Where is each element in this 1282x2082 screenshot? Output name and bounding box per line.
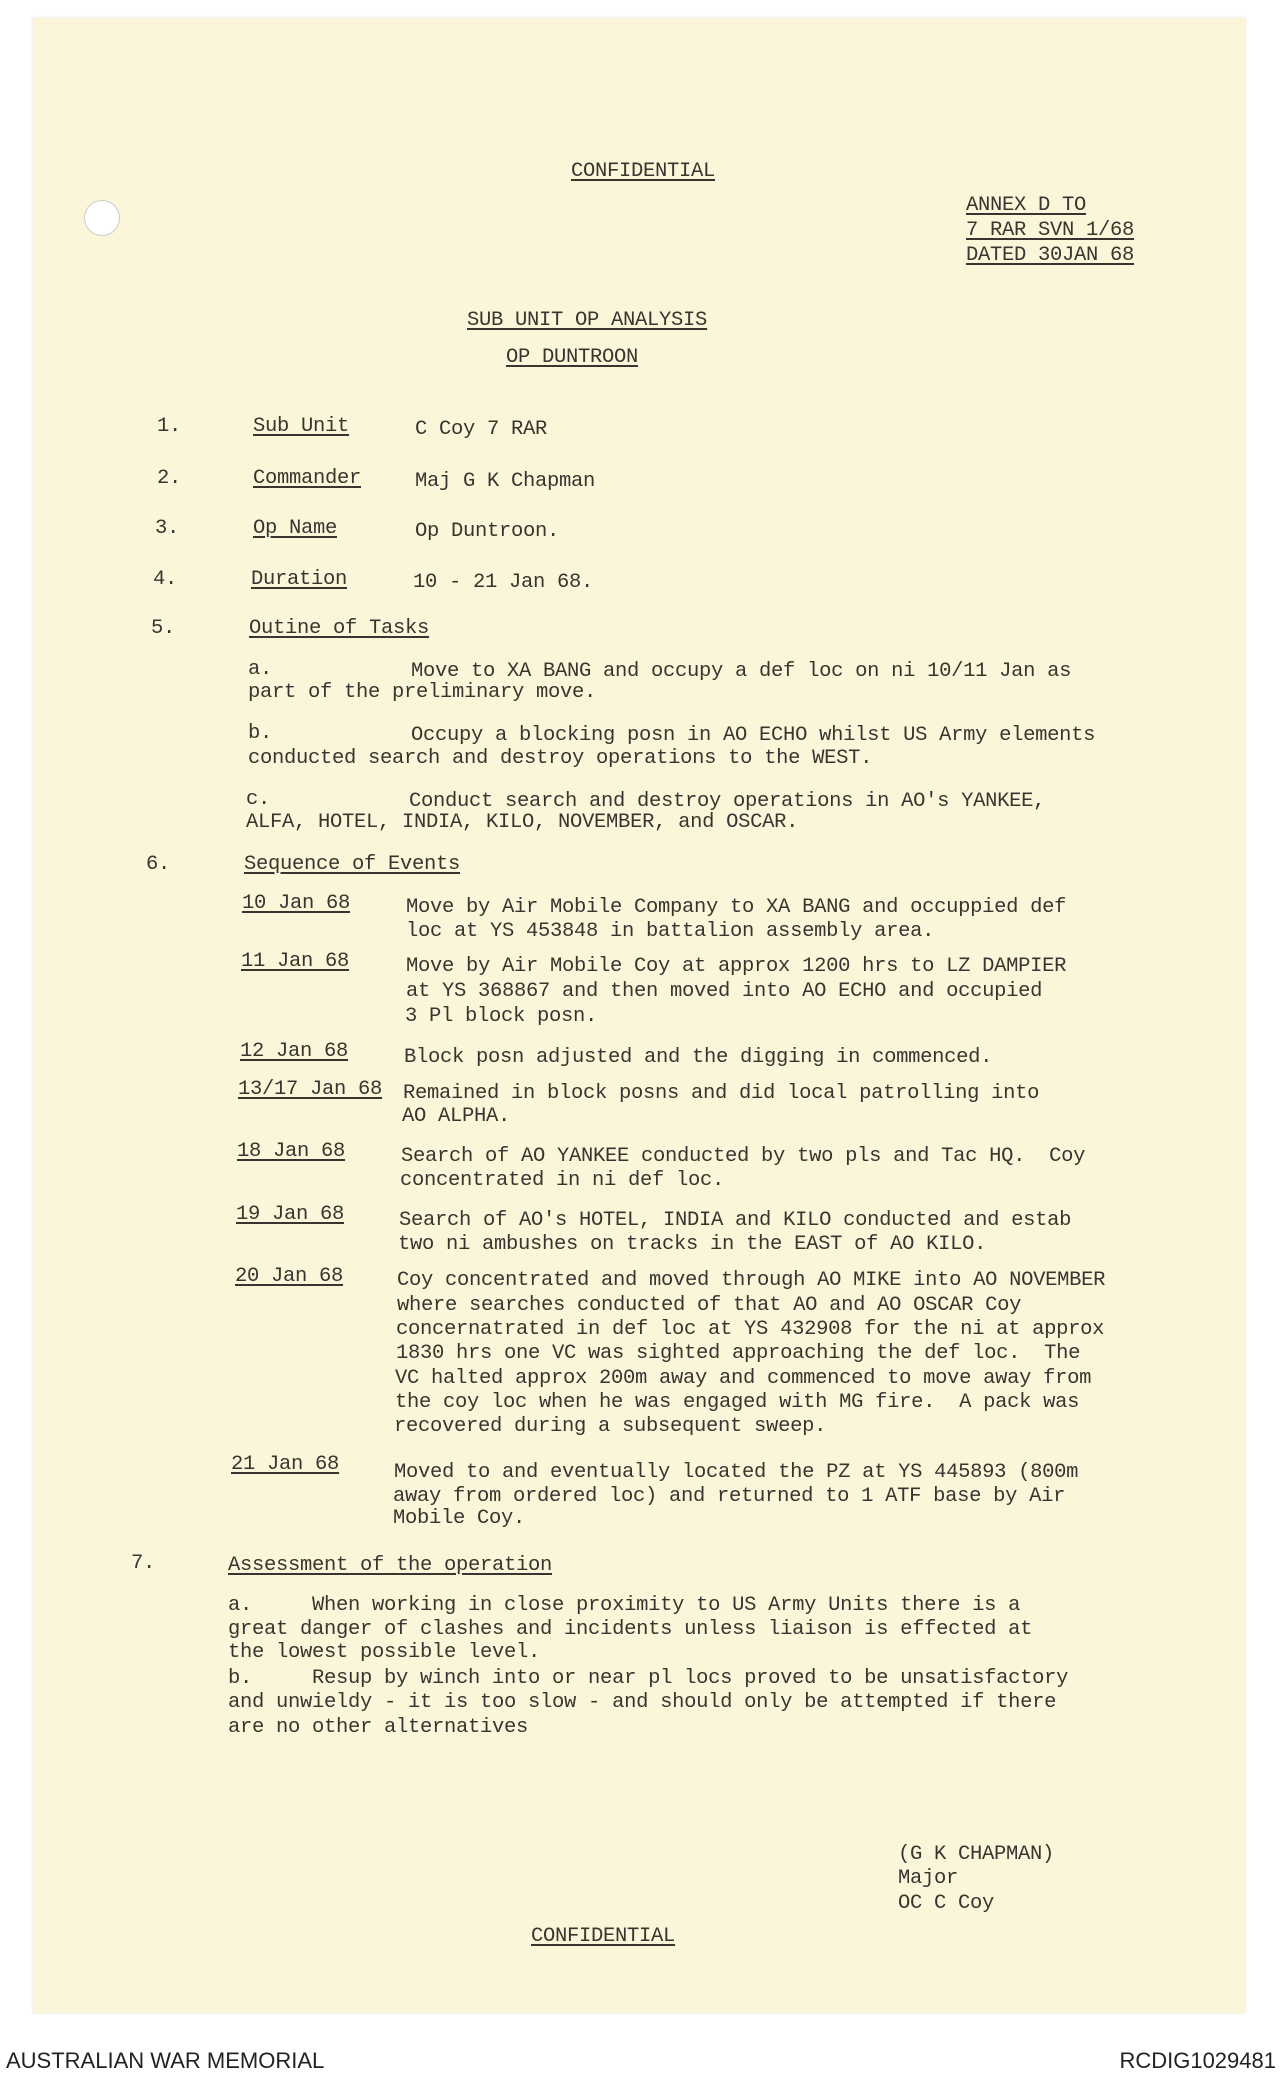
event-line: 3 Pl block posn. xyxy=(405,1005,598,1028)
archive-id: RCDIG1029481 xyxy=(1119,2048,1276,2073)
event-line: the coy loc when he was engaged with MG fire. A pack was xyxy=(395,1391,1080,1414)
item-value: Op Duntroon. xyxy=(415,520,560,543)
event-line: Search of AO's HOTEL, INDIA and KILO conducted and estab xyxy=(399,1209,1072,1232)
section-number: 6. xyxy=(146,853,171,876)
task-letter: c. xyxy=(246,788,271,811)
task-letter: b. xyxy=(248,722,273,745)
event-line: at YS 368867 and then moved into AO ECHO and occupied xyxy=(406,980,1043,1003)
classification-bottom: CONFIDENTIAL xyxy=(531,1925,676,1948)
event-date: 19 Jan 68 xyxy=(236,1203,345,1226)
event-line: VC halted approx 200m away and commenced to move away from xyxy=(395,1367,1092,1390)
item-number: 2. xyxy=(157,467,182,490)
event-date: 20 Jan 68 xyxy=(235,1265,344,1288)
event-date: 11 Jan 68 xyxy=(241,950,350,973)
task-letter: a. xyxy=(248,658,273,681)
item-label: Duration xyxy=(251,568,348,591)
event-date: 18 Jan 68 xyxy=(237,1140,346,1163)
assessment-line: b. Resup by winch into or near pl locs proved to be unsatisfactory xyxy=(228,1667,1069,1690)
event-line: Remained in block posns and did local patrolling into xyxy=(403,1082,1040,1105)
signatory-appointment: OC C Coy xyxy=(898,1892,995,1915)
event-line: AO ALPHA. xyxy=(402,1105,511,1128)
event-date: 21 Jan 68 xyxy=(231,1453,340,1476)
event-line: Search of AO YANKEE conducted by two pls and Tac HQ. Coy xyxy=(401,1145,1086,1168)
event-line: concernatrated in def loc at YS 432908 for the ni at approx xyxy=(396,1318,1105,1341)
item-value: 10 - 21 Jan 68. xyxy=(413,571,594,594)
event-line: recovered during a subsequent sweep. xyxy=(394,1415,827,1438)
task-line: Move to XA BANG and occupy a def loc on ni 10/11 Jan as xyxy=(411,660,1072,683)
classification-top: CONFIDENTIAL xyxy=(571,160,716,183)
section-number: 7. xyxy=(131,1552,156,1575)
annex-line: 7 RAR SVN 1/68 xyxy=(966,219,1135,242)
task-line: Conduct search and destroy operations in AO's YANKEE, xyxy=(409,790,1046,813)
event-date: 12 Jan 68 xyxy=(240,1040,349,1063)
event-line: 1830 hrs one VC was sighted approaching the def loc. The xyxy=(396,1342,1081,1365)
item-label: Sub Unit xyxy=(253,415,350,438)
task-line: conducted search and destroy operations to the WEST. xyxy=(248,747,873,770)
event-line: Moved to and eventually located the PZ at YS 445893 (800m xyxy=(394,1461,1079,1484)
section-heading: Sequence of Events xyxy=(244,853,461,876)
task-line: part of the preliminary move. xyxy=(248,681,597,704)
section-heading: Outine of Tasks xyxy=(249,617,430,640)
item-number: 1. xyxy=(157,415,182,438)
signatory-name: (G K CHAPMAN) xyxy=(898,1843,1055,1866)
event-date: 13/17 Jan 68 xyxy=(238,1078,383,1101)
item-label: Op Name xyxy=(253,517,338,540)
event-line: concentrated in ni def loc. xyxy=(400,1169,725,1192)
assessment-line: the lowest possible level. xyxy=(228,1641,541,1664)
event-line: Move by Air Mobile Company to XA BANG and occuppied def xyxy=(406,896,1067,919)
document-title: SUB UNIT OP ANALYSIS xyxy=(467,309,708,332)
punch-hole xyxy=(84,200,120,236)
event-line: loc at YS 453848 in battalion assembly area. xyxy=(406,920,935,943)
item-number: 4. xyxy=(153,568,178,591)
assessment-line: and unwieldy - it is too slow - and should only be attempted if there xyxy=(228,1691,1057,1714)
archive-name: AUSTRALIAN WAR MEMORIAL xyxy=(6,2048,325,2073)
event-line: away from ordered loc) and returned to 1 ATF base by Air xyxy=(393,1485,1066,1508)
event-line: Block posn adjusted and the digging in commenced. xyxy=(404,1046,993,1069)
task-line: ALFA, HOTEL, INDIA, KILO, NOVEMBER, and OSCAR. xyxy=(246,811,799,834)
event-line: Coy concentrated and moved through AO MIKE into AO NOVEMBER xyxy=(397,1269,1106,1292)
item-value: C Coy 7 RAR xyxy=(415,418,548,441)
annex-line: ANNEX D TO xyxy=(966,194,1087,217)
event-line: two ni ambushes on tracks in the EAST of AO KILO. xyxy=(398,1233,987,1256)
event-line: Move by Air Mobile Coy at approx 1200 hrs to LZ DAMPIER xyxy=(406,955,1067,978)
event-date: 10 Jan 68 xyxy=(242,892,351,915)
item-label: Commander xyxy=(253,467,362,490)
section-heading: Assessment of the operation xyxy=(228,1554,553,1577)
assessment-line: are no other alternatives xyxy=(228,1716,529,1739)
section-number: 5. xyxy=(151,617,176,640)
event-line: where searches conducted of that AO and AO OSCAR Coy xyxy=(397,1294,1022,1317)
task-line: Occupy a blocking posn in AO ECHO whilst US Army elements xyxy=(411,724,1096,747)
assessment-line: great danger of clashes and incidents unless liaison is effected at xyxy=(228,1618,1033,1641)
event-line: Mobile Coy. xyxy=(393,1507,526,1530)
assessment-line: a. When working in close proximity to US Army Units there is a xyxy=(228,1594,1021,1617)
document-subtitle: OP DUNTROON xyxy=(506,346,639,369)
signatory-rank: Major xyxy=(898,1867,959,1890)
annex-line: DATED 30JAN 68 xyxy=(966,244,1135,267)
item-number: 3. xyxy=(155,517,180,540)
item-value: Maj G K Chapman xyxy=(415,470,596,493)
